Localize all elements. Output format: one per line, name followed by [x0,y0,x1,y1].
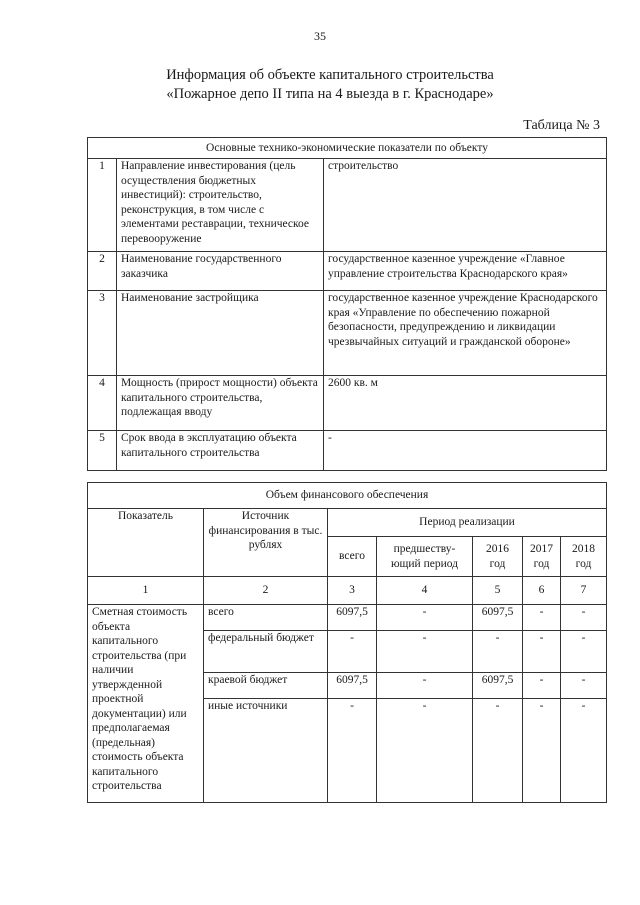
col-number: 5 [473,577,523,605]
fin-2018: - [561,631,607,673]
fin-indicator-name: Сметная стоимость объекта капитального строительства (при наличии утвержденной проектной документации) или предполагаемая (предельная) стоимость объекта капитального строительства [88,605,204,803]
table-row [88,291,607,376]
page-number: 35 [314,29,326,43]
fin-prior: - [377,673,473,699]
col-number: 1 [88,577,204,605]
fin-2016: - [473,699,523,803]
indicator-name: Мощность (прирост мощности) объекта капитального строительства, подлежащая вводу [117,376,324,431]
header-2017: 2017 год [523,537,561,577]
indicator-name: Срок ввода в эксплуатацию объекта капитального строительства [117,431,324,471]
indicator-name: Наименование государственного заказчика [117,252,324,291]
fin-prior: - [377,699,473,803]
table-label: Таблица № 3 [523,118,600,133]
fin-2018: - [561,699,607,803]
row-number: 2 [88,252,117,291]
col-number: 3 [328,577,377,605]
fin-2016: 6097,5 [473,673,523,699]
header-total: всего [328,537,377,577]
fin-2016: 6097,5 [473,605,523,631]
fin-2017: - [523,699,561,803]
row-number: 4 [88,376,117,431]
table-row [88,605,607,631]
fin-2016: - [473,631,523,673]
header-2018: 2018 год [561,537,607,577]
col-number: 7 [561,577,607,605]
fin-total: - [328,631,377,673]
fin-total: - [328,699,377,803]
fin-prior: - [377,605,473,631]
indicator-value: строительство [324,159,607,252]
col-number: 4 [377,577,473,605]
section1-header: Основные технико-экономические показатели по объекту [88,138,607,159]
indicators-table [87,137,607,471]
section2-header: Объем финансового обеспечения [88,483,607,509]
fin-prior: - [377,631,473,673]
fin-2018: - [561,673,607,699]
header-2016: 2016 год [473,537,523,577]
indicator-value: государственное казенное учреждение Краснодарского края «Управление по обеспечению пожарной безопасности, предупреждению и ликвидации чрезвычайных ситуаций и гражданской обороне» [324,291,607,376]
column-number-row [88,577,607,605]
fin-2017: - [523,673,561,699]
col-number: 2 [204,577,328,605]
header-period: Период реализации [328,509,607,537]
header-source: Источник финансирования в тыс. рублях [204,509,328,577]
document-title-line2: «Пожарное депо II типа на 4 выезда в г. Краснодаре» [166,86,494,102]
indicator-value: государственное казенное учреждение «Главное управление строительства Краснодарского края» [324,252,607,291]
fin-source: краевой бюджет [204,673,328,699]
indicator-value: - [324,431,607,471]
fin-source: иные источники [204,699,328,803]
indicator-name: Наименование застройщика [117,291,324,376]
indicator-name: Направление инвестирования (цель осуществления бюджетных инвестиций): строительство, реконструкция, в том числе с элементами реставрации, техническое перевооружение [117,159,324,252]
fin-2018: - [561,605,607,631]
financing-table [87,482,607,803]
row-number: 1 [88,159,117,252]
table-row [88,252,607,291]
fin-total: 6097,5 [328,673,377,699]
header-prior: предшеству-ющий период [377,537,473,577]
header-indicator: Показатель [88,509,204,577]
row-number: 5 [88,431,117,471]
table-row [88,431,607,471]
indicator-value: 2600 кв. м [324,376,607,431]
table-row [88,376,607,431]
fin-2017: - [523,605,561,631]
document-title-line1: Информация об объекте капитального строительства [166,67,494,83]
fin-source: всего [204,605,328,631]
fin-source: федеральный бюджет [204,631,328,673]
fin-2017: - [523,631,561,673]
col-number: 6 [523,577,561,605]
table-row [88,159,607,252]
row-number: 3 [88,291,117,376]
fin-total: 6097,5 [328,605,377,631]
